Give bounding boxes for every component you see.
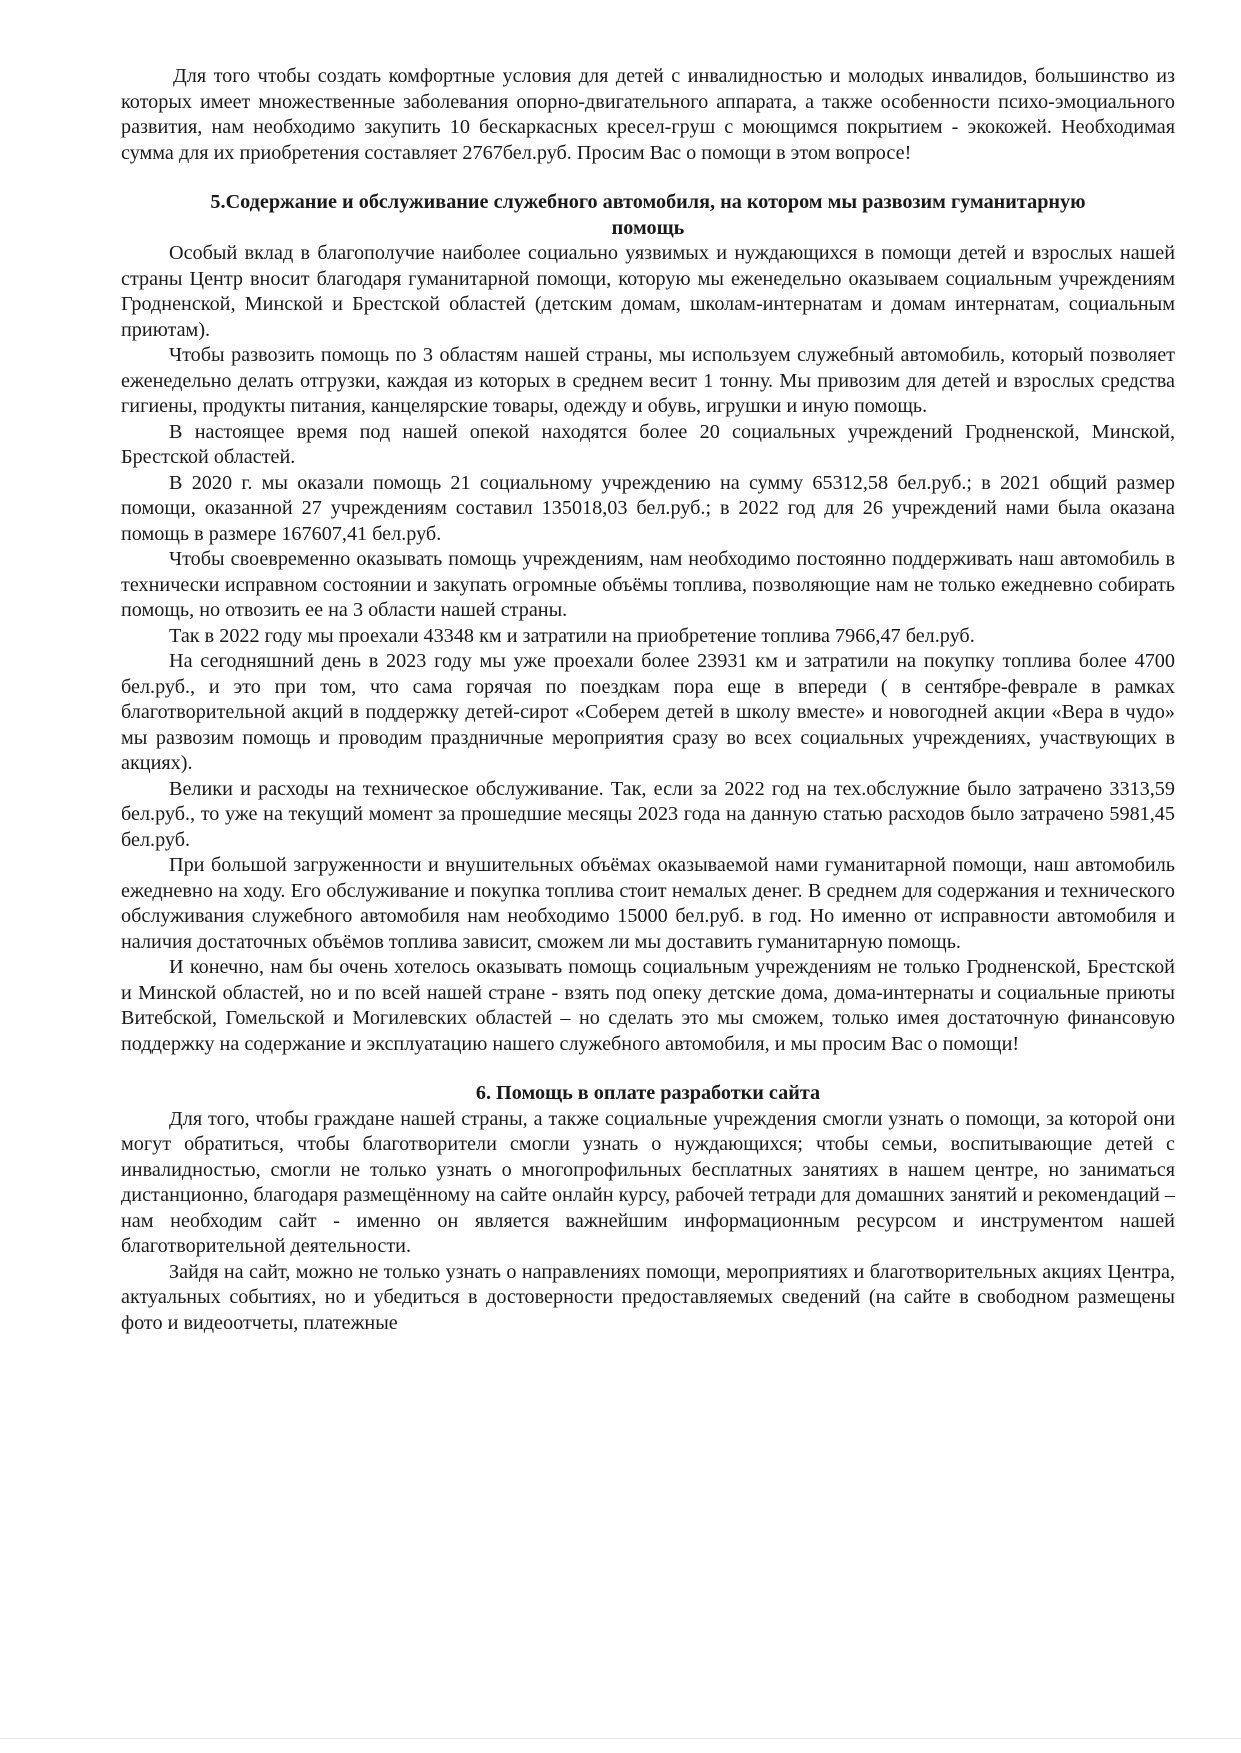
section-5-paragraph-9: При большой загруженности и внушительных объёмах оказываемой нами гуманитарной помощи, наш автомобиль ежедневно на ходу. Его обслуживание и покупка топлива стоит немалых денег. В среднем для содержания и технического обслуживания служебного автомобиля нам необходимо 15000 бел.руб. в год. Но именно от исправности автомобиля и наличия достаточных объёмов топлива зависит, сможем ли мы доставить гуманитарную помощь. — [121, 854, 1175, 953]
section-5-paragraph-10: И конечно, нам бы очень хотелось оказывать помощь социальным учреждениям не только Гродненской, Брестской и Минской областей, но и по всей нашей стране - взять под опеку детские дома, дома-интернаты и социальные приюты Витебской, Гомельской и Могилевских областей – но сделать это мы сможем, только имея достаточную финансовую поддержку на содержание и эксплуатацию нашего служебного автомобиля, и мы просим Вас о помощи! — [121, 956, 1175, 1055]
section-5-paragraph-2: Чтобы развозить помощь по 3 областям нашей страны, мы используем служебный автомобиль, который позволяет еженедельно делать отгрузки, каждая из которых в среднем весит 1 тонну. Мы привозим для детей и взрослых средства гигиены, продукты питания, канцелярские товары, одежду и обувь, игрушки и иную помощь. — [121, 344, 1175, 417]
section-6-paragraph-2: Зайдя на сайт, можно не только узнать о направлениях помощи, мероприятиях и благотворительных акциях Центра, актуальных событиях, но и убедиться в достоверности предоставляемых сведений (на сайте в свободном размещены фото и видеоотчеты, платежные — [121, 1260, 1175, 1334]
section-5-paragraph-1: Особый вклад в благополучие наиболее социально уязвимых и нуждающихся в помощи детей и взрослых нашей страны Центр вносит благодаря гуманитарной помощи, которую мы еженедельно оказываем социальным учреждениям Гродненской, Минской и Брестской областей (детским домам, школам-интернатам и домам интернатам, социальным приютам). — [121, 242, 1175, 341]
section-6-heading: 6. Помощь в оплате разработки сайта — [475, 1082, 821, 1104]
section-5-paragraph-4: В 2020 г. мы оказали помощь 21 социальному учреждению на сумму 65312,58 бел.руб.; в 2021 общий размер помощи, оказанной 27 учреждениям составил 135018,03 бел.руб.; в 2022 год для 26 учреждений нами была оказана помощь в размере 167607,41 бел.руб. — [121, 471, 1175, 545]
section-5-paragraph-7: На сегодняшний день в 2023 году мы уже проехали более 23931 км и затратили на покупку топлива более 4700 бел.руб., и это при том, что сама горячая по поездкам пора еще в впереди ( в сентябре-феврале в рамках благотворительной акций в поддержку детей-сирот «Соберем детей в школу вместе» и новогодней акции «Вера в чудо» мы развозим помощь и проводим праздничные мероприятия сразу во всех социальных учреждениях, участвующих в акциях). — [121, 650, 1175, 774]
section-6-paragraph-1: Для того, чтобы граждане нашей страны, а также социальные учреждения смогли узнать о помощи, за которой они могут обратиться, чтобы благотворители смогли узнать о нуждающихся; чтобы семьи, воспитывающие детей с инвалидностью, смогли не только узнать о многопрофильных бесплатных занятиях в нашем центре, но заниматься дистанционно, благодаря размещённому на сайте онлайн курсу, рабочей тетради для домашних занятий и рекомендаций – нам необходим сайт - именно он является важнейшим информационным ресурсом и инструментом нашей благотворительной деятельности. — [121, 1107, 1175, 1257]
section-5-paragraph-8: Велики и расходы на техническое обслуживание. Так, если за 2022 год на тех.обслужние было затрачено 3313,59 бел.руб., то уже на текущий момент за прошедшие месяцы 2023 года на данную статью расходов было затрачено 5981,45 бел.руб. — [121, 777, 1175, 851]
section-5-paragraph-3: В настоящее время под нашей опекой находятся более 20 социальных учреждений Гродненской, Минской, Брестской областей. — [121, 420, 1175, 468]
intro-paragraph: Для того чтобы создать комфортные условия для детей с инвалидностью и молодых инвалидов, большинство из которых имеет множественные заболевания опорно-двигательного аппарата, а также особенности психо-эмоциального развития, нам необходимо закупить 10 бескаркасных кресел-груш с моющимся покрытием - экокожей. Необходимая сумма для их приобретения составляет 2767бел.руб. Просим Вас о помощи в этом вопросе! — [121, 65, 1175, 164]
section-5-heading: 5.Содержание и обслуживание служебного автомобиля, на котором мы развозим гуманитарную помощь — [210, 191, 1086, 239]
section-5-paragraph-6: Так в 2022 году мы проехали 43348 км и затратили на приобретение топлива 7966,47 бел.руб. — [169, 624, 975, 647]
scan-edge-line — [0, 1738, 1241, 1739]
document-page — [121, 64, 1175, 1336]
section-5-paragraph-5: Чтобы своевременно оказывать помощь учреждениям, нам необходимо постоянно поддерживать наш автомобиль в технически исправном состоянии и закупать огромные объёмы топлива, позволяющие нам не только ежедневно собирать помощь, но отвозить ее на 3 области нашей страны. — [121, 548, 1175, 621]
